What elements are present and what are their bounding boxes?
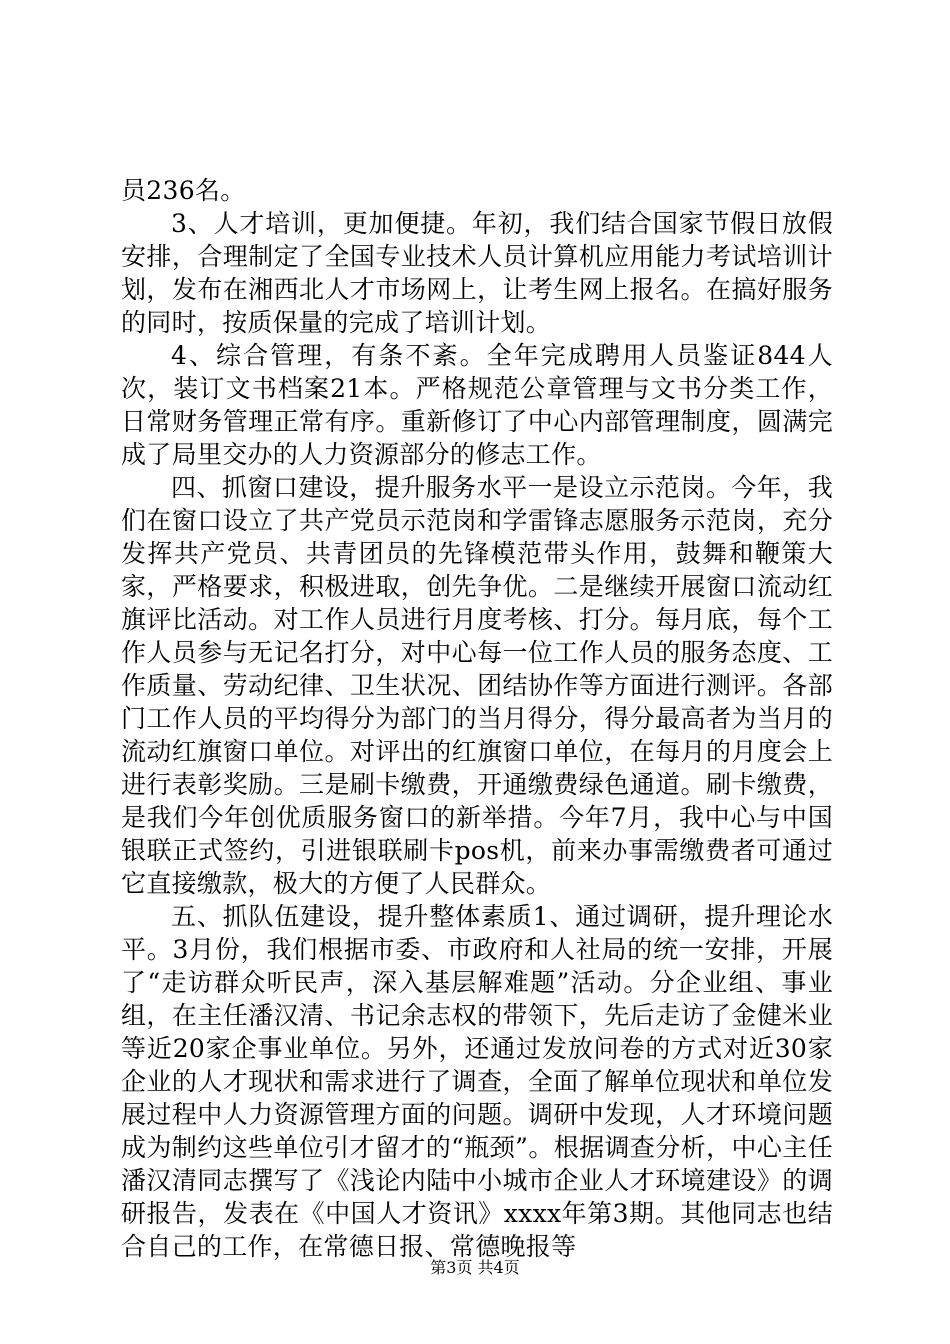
paragraph-comprehensive-management: 4、综合管理，有条不紊。全年完成聘用人员鉴证844人次，装订文书档案21本。严格规范公章管理与文书分类工作，日常财务管理正常有序。重新修订了中心内部管理制度，圆满完成了局里交办的人力资源部分的修志工作。 [121, 341, 833, 469]
paragraph-window-construction: 四、抓窗口建设，提升服务水平一是设立示范岗。今年，我们在窗口设立了共产党员示范岗和学雷锋志愿服务示范岗，充分发挥共产党员、共青团员的先锋模范带头作用，鼓舞和鞭策大家，严格要求，积极进取，创先争优。二是继续开展窗口流动红旗评比活动。对工作人员进行月度考核、打分。每月底，每个工作人员参与无记名打分，对中心每一位工作人员的服务态度、工作质量、劳动纪律、卫生状况、团结协作等方面进行测评。各部门工作人员的平均得分为部门的当月得分，得分最高者为当月的流动红旗窗口单位。对评出的红旗窗口单位，在每月的月度会上进行表彰奖励。三是刷卡缴费，开通缴费绿色通道。刷卡缴费，是我们今年创优质服务窗口的新举措。今年7月，我中心与中国银联正式签约，引进银联刷卡pos机，前来办事需缴费者可通过它直接缴款，极大的方便了人民群众。 [121, 473, 833, 898]
document-body [121, 174, 833, 1263]
paragraph-continuation: 员236名。 [121, 176, 246, 205]
page-footer: 第3页 共4页 [430, 1258, 520, 1277]
paragraph-talent-training: 3、人才培训，更加便捷。年初，我们结合国家节假日放假安排，合理制定了全国专业技术人员计算机应用能力考试培训计划，发布在湘西北人才市场网上，让考生网上报名。在搞好服务的同时，按质保量的完成了培训计划。 [121, 209, 833, 337]
paragraph-team-building: 五、抓队伍建设，提升整体素质1、通过调研，提升理论水平。3月份，我们根据市委、市政府和人社局的统一安排，开展了“走访群众听民声，深入基层解难题”活动。分企业组、事业组，在主任潘汉清、书记余志权的带领下，先后走访了金健米业等近20家企事业单位。另外，还通过发放问卷的方式对近30家企业的人才现状和需求进行了调查，全面了解单位现状和单位发展过程中人力资源管理方面的问题。调研中发现，人才环境问题成为制约这些单位引才留才的“瓶颈”。根据调查分析，中心主任潘汉清同志撰写了《浅论内陆中小城市企业人才环境建设》的调研报告，发表在《中国人才资讯》xxxx年第3期。其他同志也结合自己的工作，在常德日报、常德晚报等 [121, 902, 833, 1261]
